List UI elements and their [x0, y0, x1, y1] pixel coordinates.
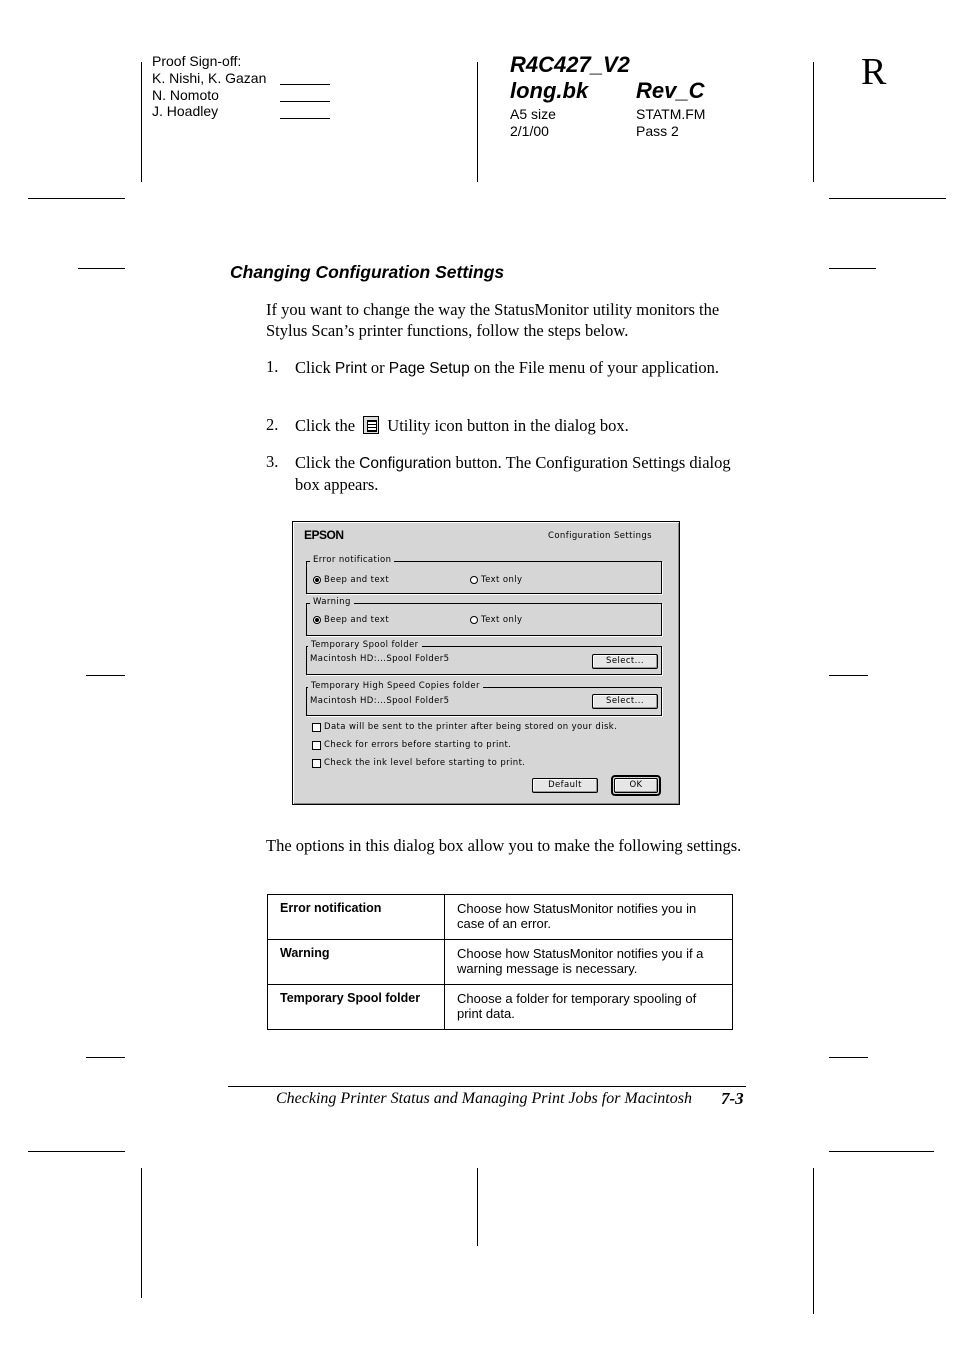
corner-letter: R [861, 51, 887, 93]
signoff-name: K. Nishi, K. Gazan [152, 69, 267, 86]
trim-mark-right-2 [829, 675, 868, 676]
signoff-name: J. Hoadley [152, 103, 219, 120]
step-number: 1. [266, 357, 279, 376]
setting-name: Warning [268, 940, 445, 985]
spool-folder-legend: Temporary Spool folder [308, 640, 422, 650]
spool-select-button[interactable]: Select... [592, 654, 658, 669]
date: 2/1/00 [510, 123, 549, 139]
spool-folder-path: Macintosh HD:...Spool Folder5 [310, 654, 450, 664]
signoff-name: N. Nomoto [152, 86, 219, 103]
setting-description: Choose a folder for temporary spooling of print data. [445, 985, 733, 1030]
step-text: Utility icon button in the dialog box. [383, 416, 629, 435]
check-errors-checkbox[interactable] [312, 741, 321, 750]
step-text: button. The Configuration Settings dialog box appears. [295, 453, 731, 494]
ui-term-print: Print [334, 360, 367, 377]
step-text: on the File menu of your application. [469, 358, 720, 377]
signoff-title: Proof Sign-off: [152, 53, 242, 69]
crop-mark-bottom-left-horizontal [28, 1151, 125, 1152]
step-2-text [295, 415, 745, 436]
highspeed-folder-path: Macintosh HD:...Spool Folder5 [310, 696, 450, 706]
store-on-disk-label: Data will be sent to the printer after being stored on your disk. [324, 722, 618, 732]
step-text: or [366, 358, 389, 377]
default-button[interactable]: Default [532, 778, 598, 793]
trim-mark-right-1 [829, 268, 876, 269]
error-text-only-radio[interactable] [470, 576, 478, 584]
table-row [268, 895, 733, 940]
warning-legend: Warning [310, 597, 354, 607]
error-notification-legend: Error notification [310, 555, 394, 565]
step-3-text [295, 452, 747, 495]
crop-mark-bottom-right-horizontal [829, 1151, 934, 1152]
error-beep-label: Beep and text [324, 575, 390, 585]
setting-name: Temporary Spool folder [268, 985, 445, 1030]
doc-code: R4C427_V2 [510, 52, 630, 77]
crop-mark-bottom-left-vertical [141, 1168, 142, 1298]
table-row [268, 940, 733, 985]
configuration-settings-dialog [292, 521, 680, 805]
setting-name: Error notification [268, 895, 445, 940]
highspeed-select-button[interactable]: Select... [592, 694, 658, 709]
warning-text-only-label: Text only [481, 615, 523, 625]
check-errors-label: Check for errors before starting to print. [324, 740, 512, 750]
step-number: 3. [266, 452, 279, 471]
crop-mark-top-right-horizontal [829, 198, 946, 199]
check-ink-checkbox[interactable] [312, 759, 321, 768]
footer-chapter-title: Checking Printer Status and Managing Print Jobs for Macintosh [276, 1090, 692, 1107]
page-size: A5 size [510, 106, 556, 122]
signature-line [280, 118, 330, 119]
crop-mark-bottom-center-vertical [477, 1168, 478, 1246]
step-number: 2. [266, 415, 279, 434]
warning-beep-label: Beep and text [324, 615, 390, 625]
setting-description: Choose how StatusMonitor notifies you if a warning message is necessary. [445, 940, 733, 985]
crop-mark-top-center-vertical [477, 62, 478, 182]
crop-mark-top-left-horizontal [28, 198, 125, 199]
file-name: STATM.FM [636, 106, 706, 122]
ui-term-configuration: Configuration [359, 455, 452, 472]
highspeed-folder-legend: Temporary High Speed Copies folder [308, 681, 483, 691]
trim-mark-left-3 [86, 1057, 125, 1058]
intro-paragraph: If you want to change the way the StatusMonitor utility monitors the Stylus Scan’s printer functions, follow the steps below. [266, 300, 720, 340]
trim-mark-left-1 [78, 268, 125, 269]
crop-mark-bottom-right-vertical [813, 1168, 814, 1314]
signature-line [280, 84, 330, 85]
utility-icon [363, 416, 379, 434]
warning-beep-radio[interactable] [313, 616, 321, 624]
epson-logo: EPSON [304, 528, 344, 542]
ok-button[interactable]: OK [614, 778, 658, 793]
ui-term-page-setup: Page Setup [388, 360, 470, 377]
setting-description: Choose how StatusMonitor notifies you in case of an error. [445, 895, 733, 940]
dialog-title: Configuration Settings [548, 531, 653, 541]
section-title: Changing Configuration Settings [230, 262, 505, 282]
error-text-only-label: Text only [481, 575, 523, 585]
book-name: long.bk [510, 78, 589, 103]
step-1-text [295, 357, 745, 379]
table-row [268, 985, 733, 1030]
footer-rule [228, 1086, 746, 1087]
step-text: Click the [295, 453, 360, 472]
check-ink-label: Check the ink level before starting to print. [324, 758, 526, 768]
step-text: Click the [295, 416, 360, 435]
warning-text-only-radio[interactable] [470, 616, 478, 624]
crop-mark-top-right-vertical [813, 62, 814, 182]
trim-mark-right-3 [829, 1057, 868, 1058]
options-paragraph: The options in this dialog box allow you to make the following settings. [266, 836, 742, 855]
settings-table [267, 894, 733, 1030]
store-on-disk-checkbox[interactable] [312, 723, 321, 732]
page-number: 7-3 [721, 1089, 744, 1108]
crop-mark-top-left-vertical [141, 62, 142, 182]
trim-mark-left-2 [86, 675, 125, 676]
error-beep-radio[interactable] [313, 576, 321, 584]
step-text: Click [295, 358, 335, 377]
revision: Rev_C [636, 78, 705, 103]
proof-signoff-block [152, 53, 342, 120]
signature-line [280, 101, 330, 102]
pass: Pass 2 [636, 123, 679, 139]
